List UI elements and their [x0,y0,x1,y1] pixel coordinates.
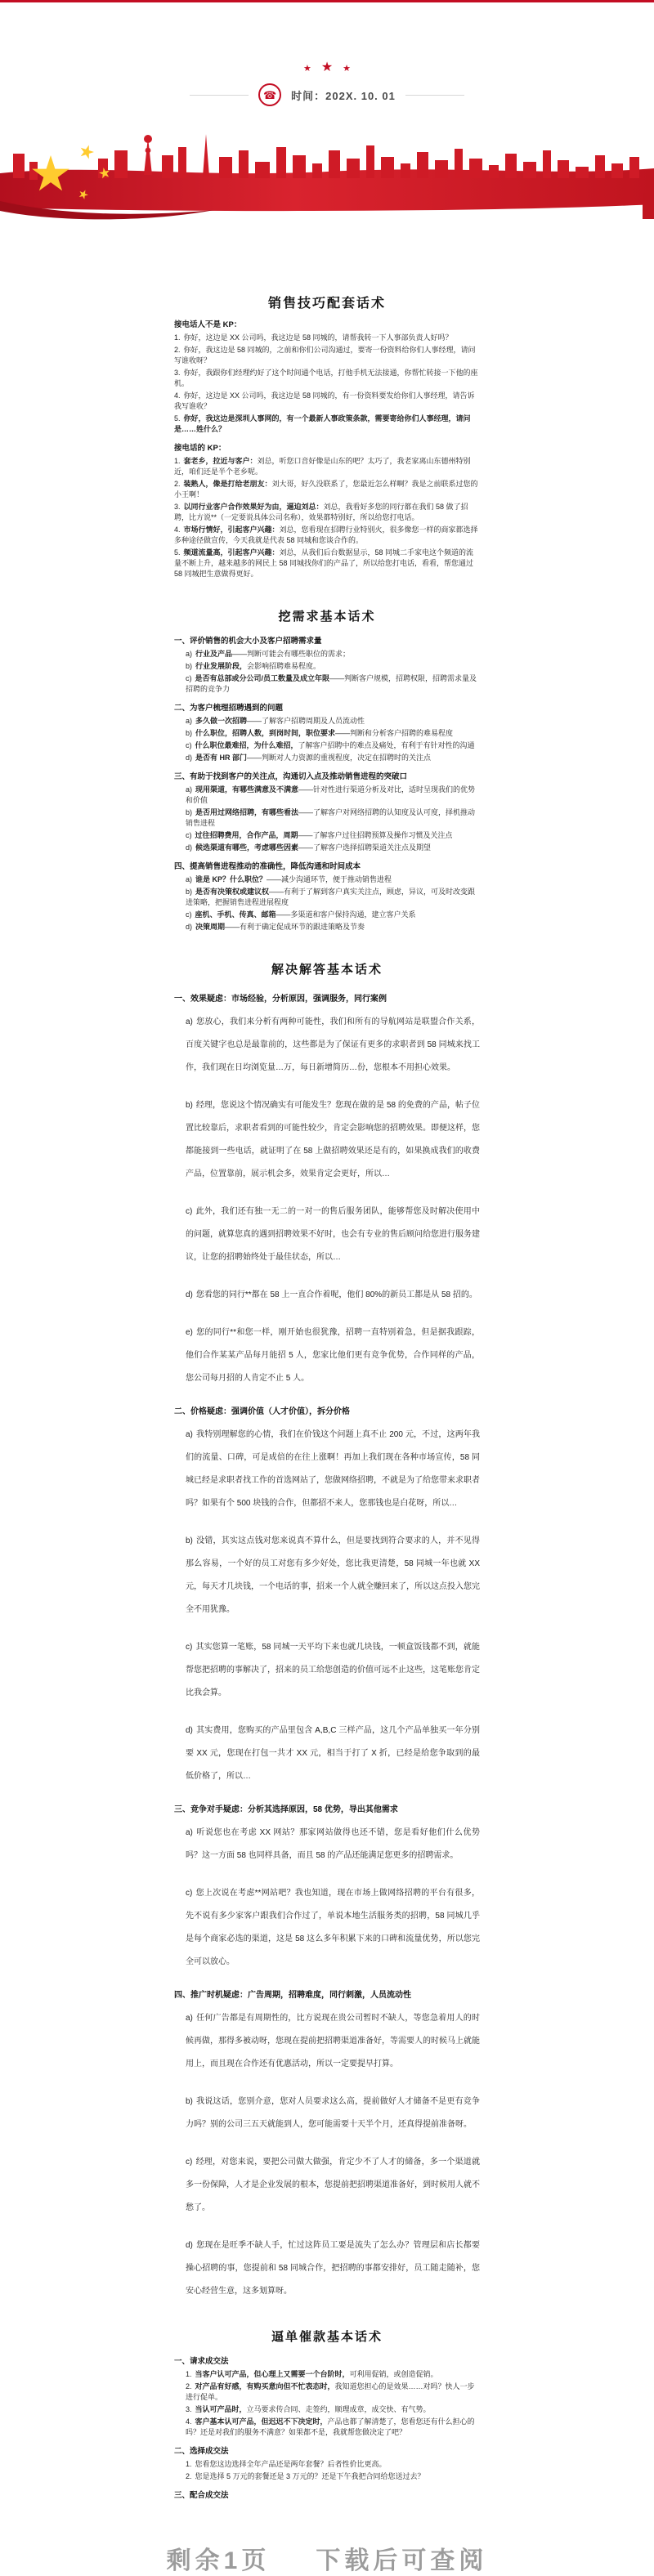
item-number: c) [186,2158,193,2167]
item-number: 1. [174,457,181,465]
item-lead: 是否有决策权或建议权 [195,888,270,896]
list-item [174,649,480,660]
item-lead: 谁是 KP？什么职位？ [195,875,267,883]
item-text: 了解客户招聘中的难点及痛处，有利于有针对性的沟通 [298,741,475,749]
divider-line [190,95,249,96]
star-icon: ★ [320,60,334,74]
item-lead: 行业发展阶段， [195,662,248,670]
section-title: 挖需求基本话术 [278,610,376,624]
list-item [174,753,480,763]
item-lead: 过往招聘费用，合作产品，周期 [195,831,298,839]
subsection-heading: 一、请求成交法 [174,2357,229,2366]
item-number: c) [186,1643,193,1652]
item-text: 会影响招聘难易程度。 [247,662,321,670]
item-number: c) [186,831,192,839]
item-text: 您是选择 5 万元的套餐还是 3 万元的？还是下午我把合同给您送过去？ [195,2472,425,2480]
item-number: 3. [186,2405,192,2413]
item-number: a) [186,717,193,725]
item-number: b) [186,662,193,670]
item-lead: 决策周期 [195,923,226,931]
item-text: 经理，您说这个情况确实有可能发生？您现在做的是 58 的免费的产品，帖子位置比较靠后，求职者看到的可能性较少，肯定会影响您的招聘效果。即便这样，您都能接到一些电话，就证明了在 58 上做招聘效果还是有的，如果换成我们的收费产品，位置靠前，展示机会多，效果肯定会更好，所以… [186,1101,480,1178]
item-text: 任何广告都是有周期性的，比方说现在贵公司暂时不缺人，等您急着用人的时候再做，那得多被动呀，您现在提前把招聘渠道准备好，等需要人的时候马上就能用上，而且现在合作还有优惠活动，所以一定要提早打算。 [186,2014,480,2068]
item-text: ——有利于了解到客户真实关注点，顾虑，异议，可及时改变跟进策略，把握销售进程进展程度 [186,888,476,906]
item-lead: 你好，我这边是深圳人事网的，有一个最新人事政策条款，需要寄给你们人事经理，请问是……姓什么？ [174,414,471,433]
item-number: 2. [174,346,181,354]
item-lead: 是否有总部或分公司/员工数量及成立年限 [195,674,330,682]
item-number: d) [186,2241,193,2250]
item-lead: 客户基本认可产品，但迟迟不下决定时， [195,2417,328,2426]
section-closing [174,2328,480,2501]
download-hint-label: 下载后可查阅 [316,2547,488,2574]
item-text: 刘总，我看好多您的同行都在我们 58 做了招聘，比方说**（一定要说具体公司名称），效果都特别好，所以给您打电话。 [174,503,468,521]
item-text: ——了解客户招聘周期及人员流动性 [247,717,365,725]
city-skyline [0,134,654,219]
item-lead: 什么职位最难招，为什么难招， [195,741,298,749]
document-title: 销售技巧配套话术 [267,297,386,311]
item-text: ——判断可能会有哪些职位的需求； [232,650,351,658]
item-text: 其实您算一笔账，58 同城一天平均下来也就几块钱，一顿盒饭钱都不到，就能帮您把招聘的事解决了，招来的员工给您创造的价值可远不止这些，这笔账您肯定比我会算。 [186,1643,480,1697]
item-number: c) [186,1889,193,1898]
item-text: 立马要求传合同、走签约，顺理成章，成交快、有气势。 [246,2405,431,2413]
stamp-icon [258,83,281,106]
item-number: 4. [174,391,181,400]
list-item [174,785,480,806]
list-item [174,414,480,435]
list-item [174,2459,480,2470]
item-text: 您放心，我们来分析有两种可能性，我们和所有的导航网站是联盟合作关系，百度关键字也总是最靠前的，这些都是为了保证有更多的求职者到 58 同城来找工作，我们现在日均浏览量…万，每日新增简历…份，您根本不用担心效果。 [186,1017,480,1072]
item-text: 没错，其实这点钱对您来说真不算什么，但是要找到符合要求的人，并不见得那么容易，一个好的员工对您有多少好处，您比我更清楚，58 同城一年也就 XX 元，每天才几块钱，一个电话的事，招来一个人就全赚回来了，所以这点投入您完全不用犹豫。 [186,1536,480,1614]
list-item [174,456,480,477]
date-label: 时间：202X. 10. 01 [291,89,396,102]
item-number: 4. [186,2417,192,2426]
divider-line [405,95,464,96]
item-lead: 座机、手机、传真、邮箱 [195,910,276,919]
right-tab [643,193,654,219]
item-number: 3. [174,369,181,377]
item-number: c) [186,674,192,682]
item-number: a) [186,1017,193,1026]
item-number: d) [186,1290,193,1299]
list-item [174,1322,480,1390]
item-number: d) [186,923,193,931]
section-objection-handling [174,960,480,2303]
item-number: e) [186,1328,193,1337]
item-number: 2. [186,2382,192,2390]
section-answerer-is-kp [174,443,480,579]
list-item [174,1636,480,1705]
item-text: ——减少沟通环节，便于推动销售进程 [267,875,392,883]
document-body [174,320,480,2501]
item-text: 您上次说在考虑**网站吧？我也知道，现在市场上做网络招聘的平台有很多，先不说有多少家客户跟我们合作过了，单说本地生活服务类的招聘，58 同城几乎是每个商家必选的渠道，这是 58 这么多年积累下来的口碑和流量优势，所以您完全可以放心。 [186,1889,480,1966]
list-item [174,1284,480,1307]
item-number: b) [186,2097,193,2106]
item-number: 2. [186,2472,192,2480]
item-text: 听说您也在考虑 XX 网站？那家网站做得也还不错，您是看好他们什么优势吗？这一方面 58 也同样具备，而且 58 的产品还能满足您更多的招聘需求。 [186,1828,480,1860]
item-lead: 对产品有好感，有购买意向但不忙表态时， [195,2382,335,2390]
item-lead: 是否用过网络招聘，有哪些看法 [195,808,299,816]
star-icon: ★ [343,64,352,74]
preview-footer [0,2540,654,2576]
item-number: b) [186,1101,193,1110]
list-item [174,502,480,523]
item-text: 可利用促销，或创造促销。 [349,2370,438,2378]
item-lead: 频道流量高，引起客户兴趣： [183,548,280,557]
section-dig-needs [174,607,480,932]
star-icon: ★ [302,64,311,74]
item-lead: 候选渠道有哪些，考虑哪些因素 [195,843,299,852]
item-text: 刘总，从我们后台数据显示，58 同城二手家电这个频道的流量不断上升，越来越多的网民上 58 同城找你们的产品了，所以给您打电话，看看，帮您通过 58 同城把生意做得更好。 [174,548,474,578]
section-answerer-not-kp [174,320,480,435]
item-number: b) [186,888,193,896]
item-lead: 什么职位，招聘人数，到岗时间，职位要求 [195,729,336,737]
item-lead: 现用渠道，有哪些满意及不满意 [195,785,299,794]
list-item [174,1094,480,1186]
list-item [174,2471,480,2482]
subsection-heading: 三、竞争对手疑虑：分析其选择原因，58 优势，导出其他需求 [174,1805,398,1814]
item-lead: 以同行业客户合作效果好为由，逼迫刘总： [183,503,324,511]
list-item [174,830,480,841]
list-item [174,1424,480,1515]
item-text: 刘总，您看现在招聘行业特别火，很多像您一样的商家都选择多种途径做宣传，今天我就是代表 58 同城和您谈合作的。 [174,525,478,544]
item-text: 经理，对您来说，要把公司做大做强，肯定少不了人才的储备，多一个渠道就多一份保障，人才是企业发展的根本，您提前把招聘渠道准备好，到时候用人就不愁了。 [186,2158,480,2212]
item-number: a) [186,1430,193,1439]
item-text: 此外，我们还有独一无二的一对一的售后服务团队，能够帮您及时解决使用中的问题，就算您真的遇到招聘效果不好时，也会有专业的售后顾问给您进行服务建议，让您的招聘始终处于最佳状态，所以… [186,1207,480,1262]
item-lead: 是否有 HR 部门 [195,754,248,762]
date-row [0,82,654,108]
list-item [174,716,480,727]
list-item [174,2151,480,2220]
list-item [174,807,480,829]
item-text: 我说这话，您别介意，您对人员要求这么高，提前做好人才储备不是更有竞争力吗？别的公司三五天就能到人，您可能需要十天半个月，还真得提前准备呀。 [186,2097,480,2129]
subsection-heading: 二、价格疑虑：强调价值（人才价值），拆分价格 [174,1407,350,1416]
item-number: c) [186,910,192,919]
list-item [174,548,480,579]
item-number: b) [186,808,193,816]
list-item [174,673,480,695]
item-text: ——了解客户对网络招聘的认知度及认可度，择机推动销售进程 [186,808,476,827]
item-lead: 多久做一次招聘 [195,717,248,725]
item-number: a) [186,875,193,883]
section-heading: 接电话人不是 KP： [174,320,242,329]
item-text: ——了解客户选择招聘渠道关注点及期望 [298,843,432,852]
item-number: b) [186,1536,193,1545]
item-number: 5. [174,414,181,423]
item-text: 您现在是旺季不缺人手，忙过这阵员工要是流失了怎么办？管理层和店长都要操心招聘的事，您提前和 58 同城合作，把招聘的事都安排好，员工随走随补，您安心经营生意，这多划算呀。 [186,2241,480,2296]
item-text: 我知道您担心的是效果……对吗？快人一步进行促单。 [186,2382,475,2401]
top-border [0,0,654,2]
item-number: 1. [186,2460,192,2468]
item-number: c) [186,1207,193,1216]
list-item [174,391,480,412]
subsection-heading: 一、评价销售的机会大小及客户招聘需求量 [174,637,322,646]
item-text: ——针对性进行渠道分析及对比，适时呈现我们的优势和价值 [186,785,476,804]
list-item [174,2404,480,2415]
item-number: 2. [174,480,181,488]
list-item [174,1201,480,1269]
list-item [174,333,480,343]
list-item [174,843,480,853]
item-text: 其实费用，您购买的产品里包含 A,B,C 三样产品，这几个产品单独买一年分别要 XX 元，您现在打包一共才 XX 元，相当于打了 X 折，已经是给您争取到的最低价格了，所以… [186,1726,480,1781]
phone-icon: ☎ [263,88,277,101]
subsection-heading: 四、提高销售进程推动的准确性，降低沟通和时间成本 [174,862,361,871]
subsection-heading: 三、有助于找到客户的关注点，沟通切入点及推动销售进程的突破口 [174,772,408,781]
item-number: 1. [174,333,181,342]
item-number: a) [186,650,193,658]
item-text: 您看您这边选择全年产品还是两年套餐？后者性价比更高。 [195,2460,387,2468]
item-text: 你好，我这边是 58 同城的，之前和你们公司沟通过，要寄一份资料给你们人事经理，请问写谁收呀？ [174,346,476,364]
subsection-heading: 一、效果疑虑：市场经验，分析原因，强调服务，同行案例 [174,995,387,1004]
city-skyline-graphic [0,126,654,222]
list-item [174,1822,480,1867]
list-item [174,2007,480,2076]
list-item [174,345,480,366]
list-item [174,910,480,920]
list-item [174,2417,480,2438]
list-item [174,2234,480,2303]
item-number: 3. [174,503,181,511]
item-number: d) [186,843,193,852]
list-item [174,525,480,546]
list-item [174,2091,480,2136]
decor-stars [0,61,654,75]
item-lead: 当客户认可产品，但心理上又需要一个台阶时， [195,2370,350,2378]
item-number: a) [186,785,193,794]
list-item [174,922,480,932]
subsection-heading: 二、选择成交法 [174,2447,229,2456]
item-text: 刘大哥，好久没联系了，您最近怎么样啊？我是之前联系过您的小王啊！ [174,480,478,499]
item-text: 您的同行**和您一样，刚开始也很犹豫，招聘一直特别着急，但是据我跟踪，他们合作某某产品每月能招 5 人，您家比他们更有竞争优势，合作同样的产品，您公司每月招的人肯定不止 5 人。 [186,1328,480,1383]
section-heading: 接电话的 KP： [174,444,226,453]
item-text: 您看您的同行**都在 58 上一直合作着呢，他们 80%的新员工都是从 58 招的。 [195,1290,477,1299]
item-number: d) [186,1726,193,1735]
list-item [174,728,480,739]
list-item [174,2369,480,2380]
pages-remaining-label: 剩余1页 [166,2547,271,2574]
subsection-heading: 三、配合成交法 [174,2491,229,2500]
item-lead: 当认可产品时， [195,2405,247,2413]
item-text: ——判断客户规模，招聘权限，招聘需求量及招聘的竞争力 [186,674,477,693]
list-item [174,2381,480,2403]
list-item [174,1011,480,1080]
hero-banner [0,126,654,222]
item-number: d) [186,754,193,762]
list-item [174,874,480,885]
list-item [174,479,480,500]
item-text: 你好，我跟你们经理约好了这个时间通个电话，打他手机无法接通，你帮忙转接一下他的座机。 [174,369,478,387]
list-item [174,740,480,751]
item-text: ——判断和分析客户招聘的难易程度 [335,729,454,737]
item-number: 5. [174,548,181,557]
list-item [174,887,480,908]
item-text: 你好，这边是 XX 公司吗，我这边是 58 同城的，请帮我转一下人事部负责人好吗？ [183,333,453,342]
list-item [174,1530,480,1621]
item-number: b) [186,729,193,737]
subsection-heading: 四、推广时机疑虑：广告周期，招聘难度，同行刺激，人员流动性 [174,1991,411,2000]
list-item [174,1720,480,1788]
item-text: ——有利于确定促成环节的跟进策略及节奏 [225,923,365,931]
item-lead: 行业及产品 [195,650,233,658]
list-item [174,368,480,389]
item-lead: 装熟人，像是打给老朋友： [183,480,272,488]
item-number: 1. [186,2370,192,2378]
item-text: 产品也都了解清楚了，您看您还有什么担心的吗？还是对我们的服务不满意？如果都不是，我就帮您做决定了吧？ [186,2417,475,2436]
list-item [174,1882,480,1974]
section-title: 解决解答基本话术 [271,963,383,977]
item-number: a) [186,2014,193,2023]
item-number: 4. [174,525,181,534]
subsection-heading: 二、为客户梳理招聘遇到的问题 [174,704,284,713]
item-number: c) [186,741,192,749]
list-item [174,661,480,672]
item-text: ——多渠道和客户保持沟通，建立客户关系 [275,910,416,919]
item-lead: 套老乡，拉近与客户： [183,457,258,465]
item-number: a) [186,1828,193,1837]
item-text: ——了解客户过往招聘预算及操作习惯及关注点 [298,831,453,839]
item-text: ——判断对人力资源的重视程度，决定在招聘时的关注点 [247,754,432,762]
item-text: 我特别理解您的心情，我们在价钱这个问题上真不止 200 元，不过，这两年我们的流量、口碑，可是成倍的在往上涨啊！再加上我们现在各种市场宣传，58 同城已经是求职者找工作的首选网站了，您做网络招聘，不就是为了给您带来求职者吗？如果有个 500 块钱的合作，但都招不来人，您那钱也是白花呀，所以… [186,1430,480,1508]
item-text: 刘总，听您口音好像是山东的吧？太巧了，我老家离山东德州特别近，咱们还是半个老乡呢。 [174,457,471,476]
item-text: 你好，这边是 XX 公司吗，我这边是 58 同城的，有一份资料要发给你们人事经理，请告诉我写谁收？ [174,391,475,410]
item-lead: 市场行情好，引起客户兴趣： [183,525,280,534]
section-title: 逼单催款基本话术 [271,2330,383,2344]
